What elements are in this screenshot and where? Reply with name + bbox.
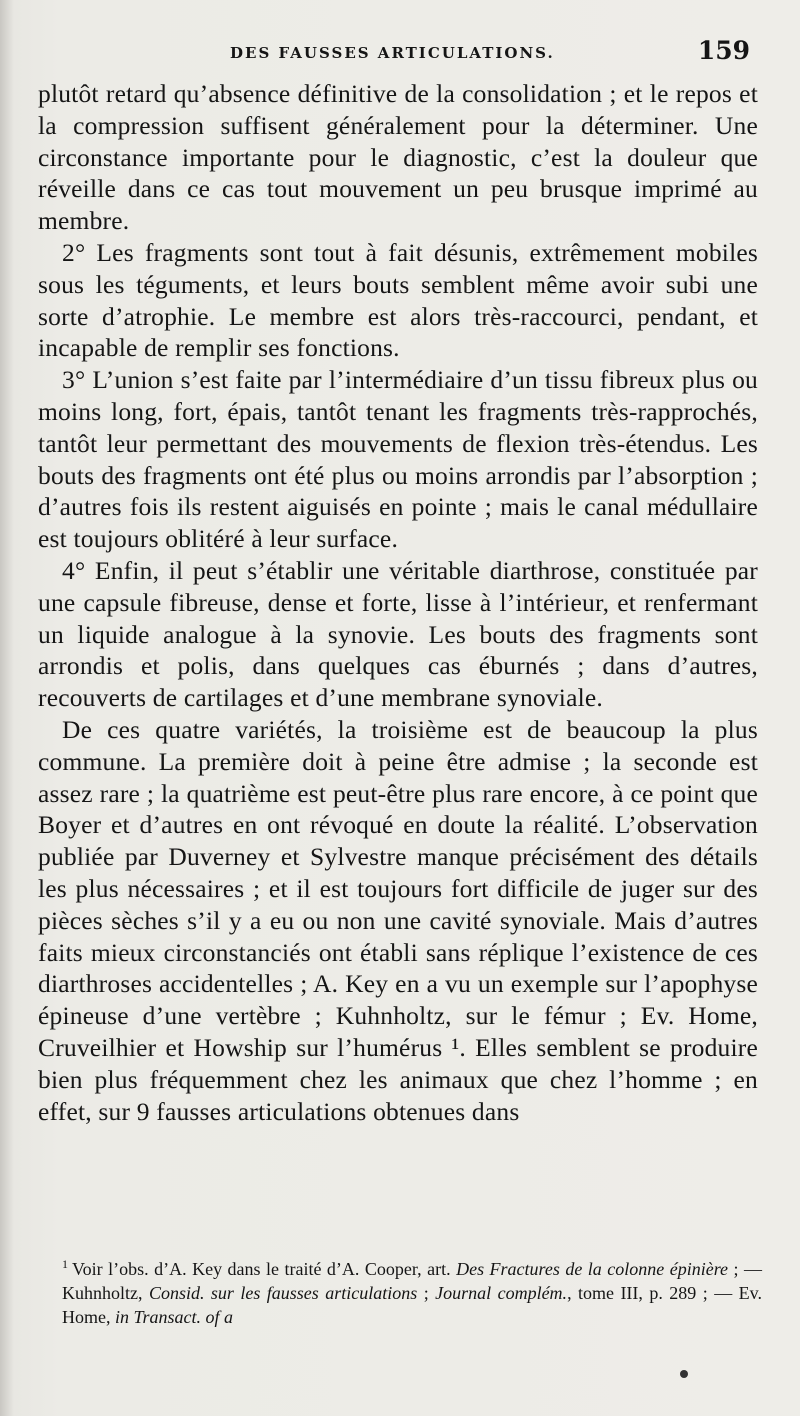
paragraph-discussion: De ces quatre variétés, la troisième est de beaucoup la plus commune. La première doit à peine être admise ; la seconde est assez rare ; la quatrième est peut-être plus rare encore, à ce point que Boyer et d’autres en ont révoqué en doute la réalité. L’observation publiée par Duverney et Sylvestre manque précisément des détails les plus nécessaires ; et il est toujours fort difficile de juger sur des pièces sèches s’il y a eu ou non une cavité synoviale. Mais d’autres faits mieux circonstanciés ont établi sans réplique l’existence de ces diarthroses accidentelles ; A. Key en a vu un exemple sur l’apophyse épineuse d’une vertèbre ; Kuhnholtz, sur le fémur ; Ev. Home, Cruveilhier et Howship sur l’humérus ¹. Elles semblent se produire bien plus fréquemment chez les animaux que chez l’homme ; en effet, sur 9 fausses articulations obtenues dans [38, 714, 758, 1126]
footnote-italic-3: Journal complém. [435, 1283, 568, 1303]
footnote [62, 1252, 762, 1329]
footnote-text-2: ; — Kuhnholtz, [62, 1259, 762, 1303]
paragraph-variety-4: 4° Enfin, il peut s’établir une véritable diarthrose, constituée par une capsule fibreuse, dense et forte, lisse à l’intérieur, et renfermant un liquide analogue à la synovie. Les bouts des fragments sont arrondis et polis, dans quelques cas éburnés ; dans d’autres, recouverts de cartilages et d’une membrane synoviale. [38, 555, 758, 713]
footnote-italic-4: in Transact. of a [115, 1307, 234, 1327]
paragraph-continuation: plutôt retard qu’absence définitive de la consolidation ; et le repos et la compression suffisent généralement pour la déterminer. Une circonstance importante pour le diagnostic, c’est la douleur que réveille dans ce cas tout mouvement un peu brusque imprimé au membre. [38, 79, 758, 236]
body-text [38, 78, 758, 1127]
running-title: DES FAUSSES ARTICULATIONS. [230, 44, 555, 62]
paragraph-variety-3: 3° L’union s’est faite par l’intermédiaire d’un tissu fibreux plus ou moins long, fort, épais, tantôt tenant les fragments très-rapprochés, tantôt leur permettant des mouvements de flexion très-étendus. Les bouts des fragments ont été plus ou moins arrondis par l’absorption ; d’autres fois ils restent aiguisés en pointe ; mais le canal médullaire est toujours oblitéré à leur surface. [38, 365, 758, 554]
paragraph-variety-2: 2° Les fragments sont tout à fait désunis, extrêmement mobiles sous les téguments, et leurs bouts semblent même avoir subi une sorte d’atrophie. Le membre est alors très-raccourci, pendant, et incapable de remplir ses fonctions. [38, 237, 758, 363]
footnote-marker: 1 [62, 1257, 68, 1271]
running-head [40, 34, 750, 74]
footnote-italic-1: Des Fractures de la colonne épinière [456, 1259, 729, 1279]
footnote-text-4: , tome III, p. 289 ; — Ev. Home, [62, 1283, 762, 1327]
page-number: 159 [697, 36, 750, 65]
footnote-italic-2: Consid. sur les fausses articulations [148, 1283, 418, 1303]
footnote-text-3: ; [417, 1283, 436, 1303]
ink-speck [680, 1370, 688, 1378]
footnote-text-1: Voir l’obs. d’A. Key dans le traité d’A. Cooper, art. [72, 1259, 457, 1279]
